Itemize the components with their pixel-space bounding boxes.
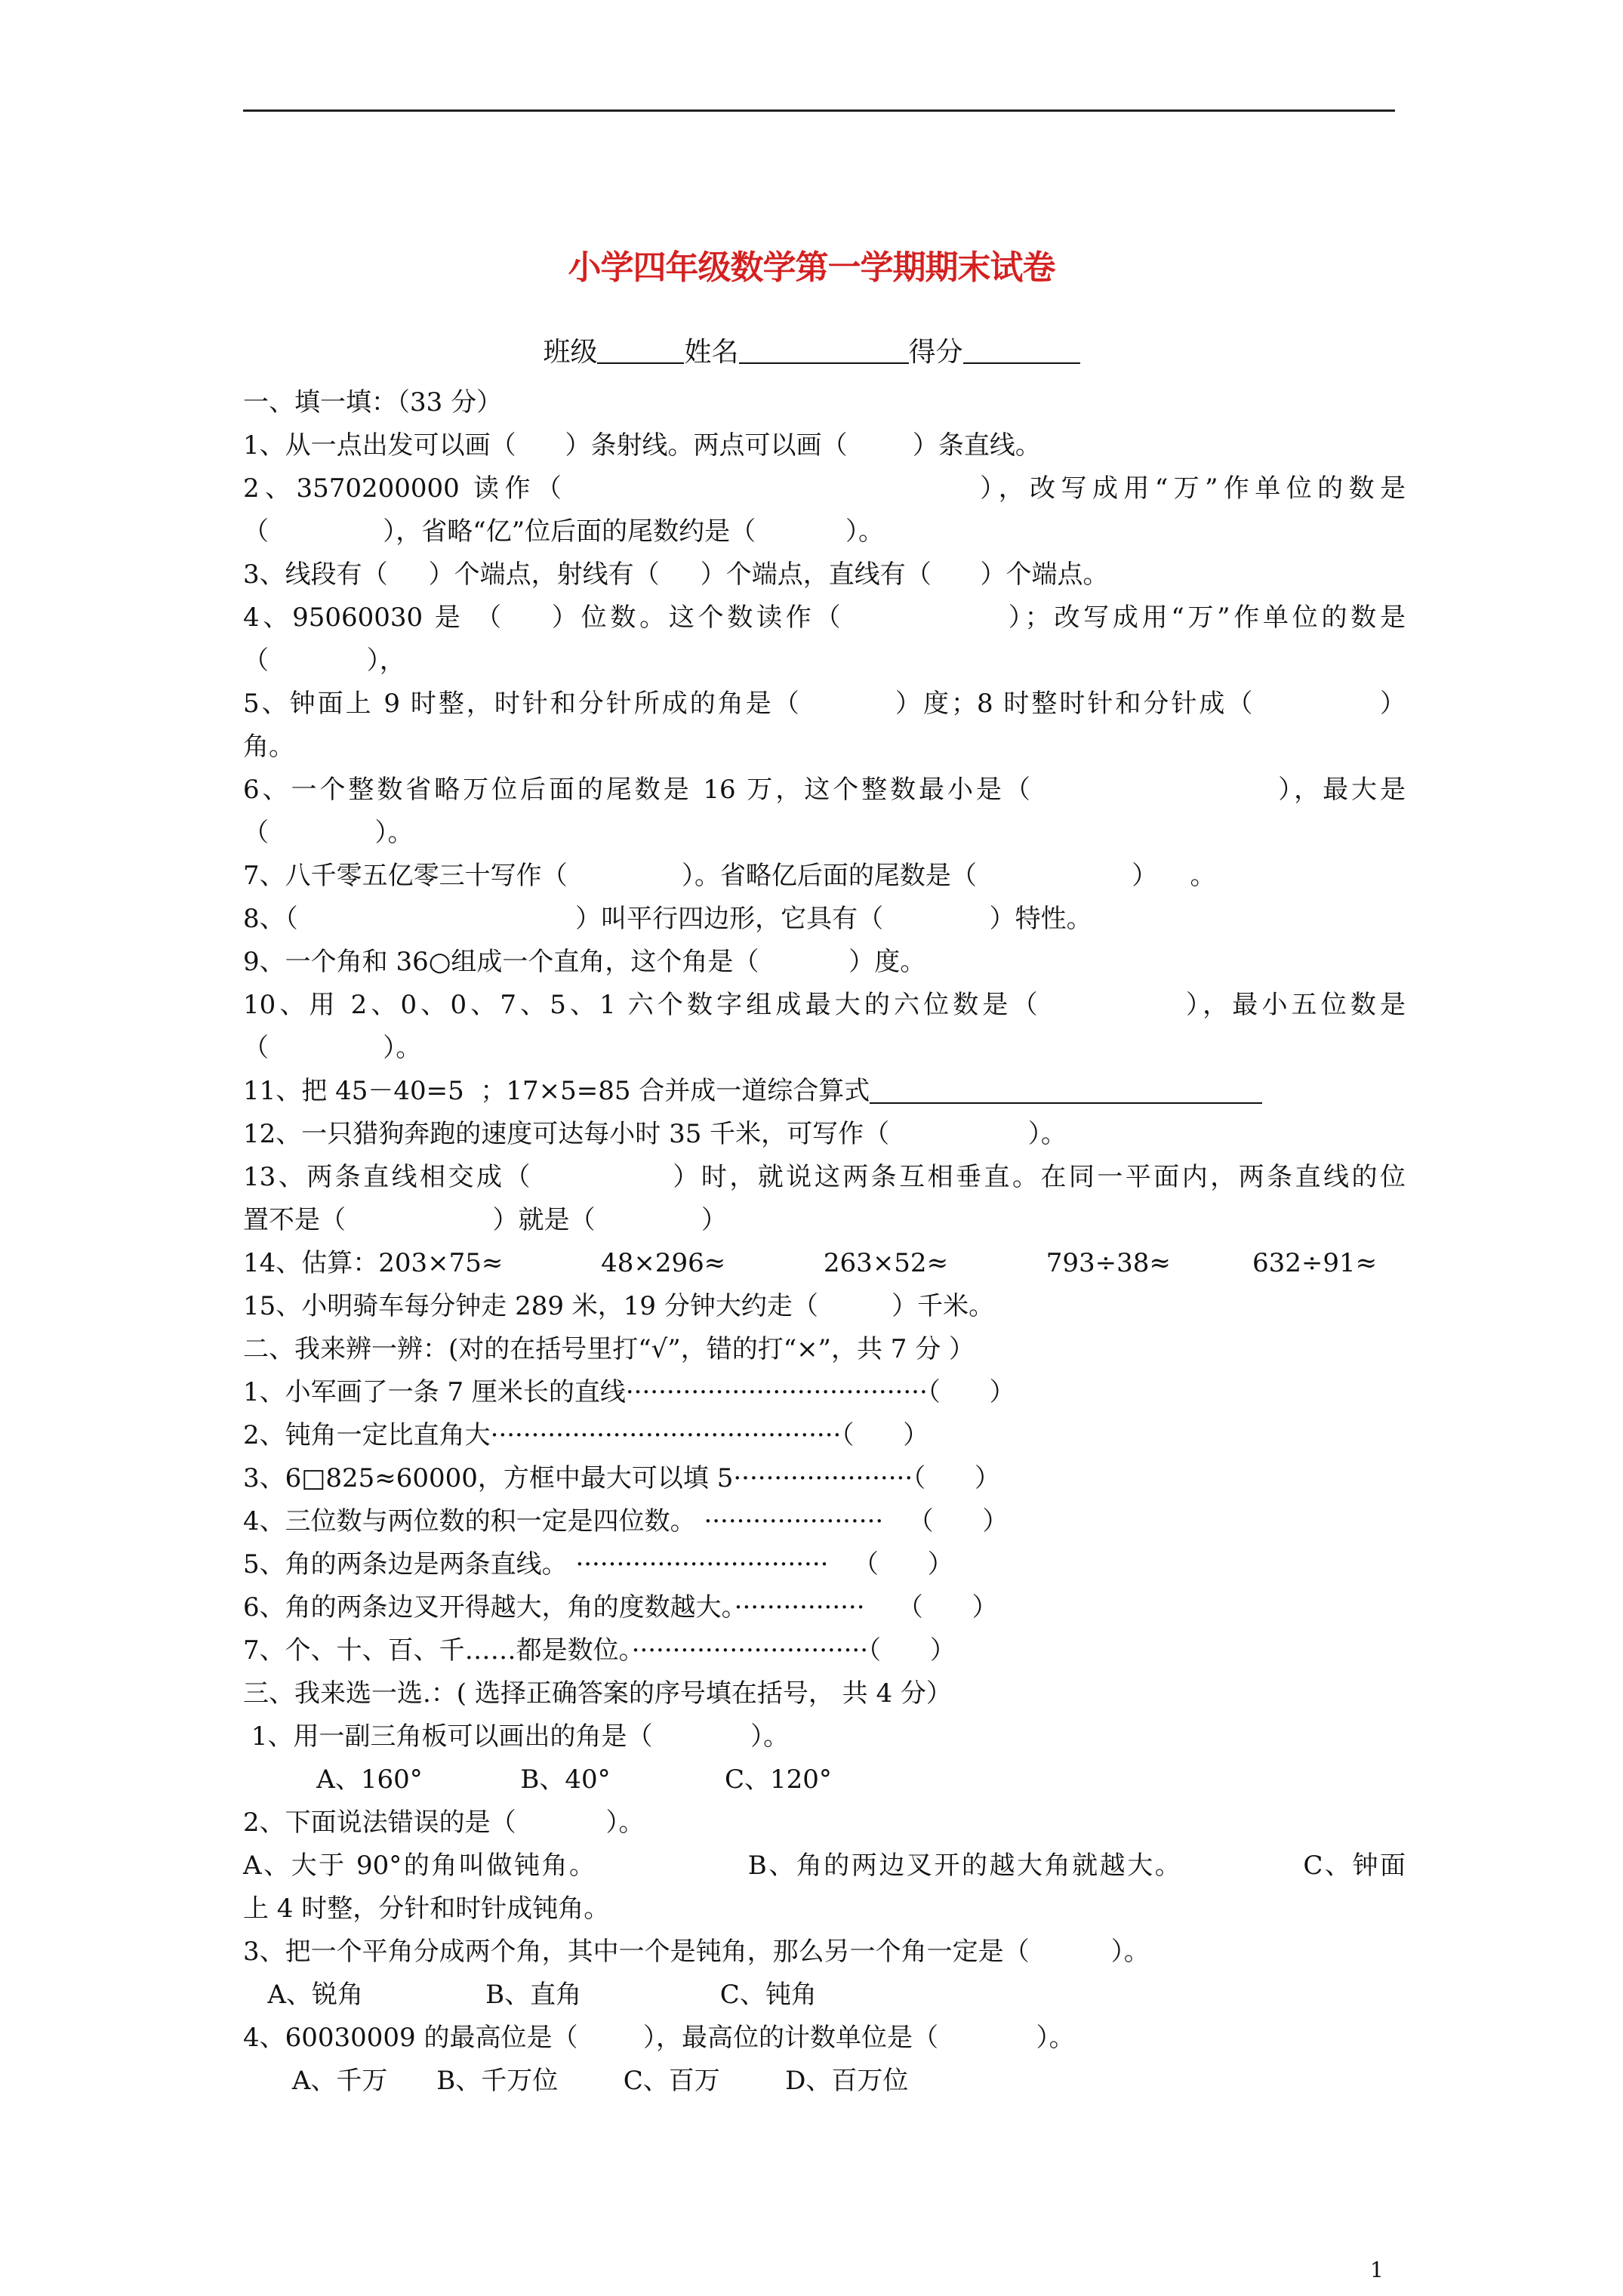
question-line: 3、线段有（ ）个端点，射线有（ ）个端点，直线有（ ）个端点。 (243, 559, 1109, 590)
question-line: （ ）。 (243, 1033, 422, 1063)
question-line: （ ）， (243, 646, 405, 676)
judge-item: 3、6□825≈60000，方框中最大可以填 5······················（ ） (243, 1463, 1000, 1493)
judge-item: 7、个、十、百、千……都是数位。·····························（ ） (243, 1635, 956, 1666)
question-text: 11、把 45－40=5 ；17×5=85 合并成一道综合算式 (243, 1076, 870, 1106)
class-blank[interactable] (597, 338, 684, 364)
choice-question: 1、用一副三角板可以画出的角是（ ）。 (243, 1721, 790, 1752)
question-line: 12、一只猎狗奔跑的速度可达每小时 35 千米，可写作（ ）。 (243, 1119, 1067, 1149)
name-blank[interactable] (739, 338, 909, 364)
judge-item: 6、角的两条边叉开得越大，角的度数越大。················ （ ） (243, 1592, 998, 1623)
score-label: 得分 (908, 337, 963, 368)
choice-options: A、大于 90°的角叫做钝角。 B、角的两边叉开的越大角就越大。 C、钟面 (243, 1851, 1406, 1881)
judge-item: 2、钝角一定比直角大···········································（ ） (243, 1420, 929, 1450)
question-line: 角。 (243, 732, 294, 762)
judge-item: 5、角的两条边是两条直线。 ······························· （ ） (243, 1549, 953, 1579)
question-line: 9、一个角和 36○组成一个直角，这个角是（ ）度。 (243, 947, 926, 977)
student-info-line (0, 331, 1623, 369)
question-line: 7、八千零五亿零三十写作（ ）。省略亿后面的尾数是（ ） 。 (243, 861, 1216, 891)
class-label: 班级 (543, 337, 598, 368)
choice-question: 4、60030009 的最高位是（ ），最高位的计数单位是（ ）。 (243, 2023, 1075, 2053)
judge-item: 1、小军画了一条 7 厘米长的直线·····································（ ） (243, 1377, 1015, 1407)
question-line: 4、95060030 是 （ ）位数。这个数读作（ ）；改写成用“万”作单位的数是 (243, 603, 1406, 633)
question-line: 15、小明骑车每分钟走 289 米，19 分钟大约走（ ）千米。 (243, 1291, 995, 1321)
choice-options: A、千万 B、千万位 C、百万 D、百万位 (243, 2066, 909, 2096)
page-title: 小学四年级数学第一学期期末试卷 (568, 248, 1055, 287)
choice-question: 2、下面说法错误的是（ ）。 (243, 1808, 645, 1838)
question-line: 2、3570200000 读作（ ），改写成用“万”作单位的数是 (243, 473, 1406, 504)
question-line-combined-expression (243, 1070, 1406, 1113)
question-line: （ ），省略“亿”位后面的尾数约是（ ）。 (243, 516, 884, 547)
question-line: 13、两条直线相交成（ ）时，就说这两条互相垂直。在同一平面内，两条直线的位 (243, 1162, 1406, 1192)
question-line: 1、从一点出发可以画（ ）条射线。两点可以画（ ）条直线。 (243, 430, 1041, 461)
choice-options: A、锐角 B、直角 C、钝角 (243, 1980, 817, 2010)
answer-blank[interactable] (870, 1080, 1262, 1104)
question-line: 10、用 2、0、0、7、5、1 六个数字组成最大的六位数是（ ），最小五位数是 (243, 990, 1406, 1020)
section-heading-judge: 二、我来辨一辨：(对的在括号里打“√”，错的打“×”，共 7 分 ） (243, 1334, 975, 1364)
section-heading-fill: 一、填一填：（33 分） (243, 387, 503, 418)
score-blank[interactable] (963, 338, 1080, 364)
question-line: 8、（ ）叫平行四边形，它具有（ ）特性。 (243, 904, 1092, 934)
choice-options: 上 4 时整，分针和时针成钝角。 (243, 1894, 610, 1924)
exam-content (243, 381, 1406, 2103)
name-label: 姓名 (684, 337, 739, 368)
header-rule (243, 109, 1395, 112)
choice-options: A、160° B、40° C、120° (243, 1764, 832, 1795)
question-line: （ ）。 (243, 818, 414, 848)
question-line-estimation: 14、估算：203×75≈ 48×296≈ 263×52≈ 793÷38≈ 632÷91≈ (243, 1248, 1378, 1278)
judge-item: 4、三位数与两位数的积一定是四位数。 ······················ （ ） (243, 1506, 1009, 1536)
choice-question: 3、把一个平角分成两个角，其中一个是钝角，那么另一个角一定是（ ）。 (243, 1937, 1150, 1967)
question-line: 6、一个整数省略万位后面的尾数是 16 万，这个整数最小是（ ），最大是 (243, 775, 1406, 805)
question-line: 置不是（ ）就是（ ） (243, 1205, 728, 1235)
section-heading-choice: 三、我来选一选.：( 选择正确答案的序号填在括号， 共 4 分） (243, 1678, 952, 1709)
page-number: 1 (1370, 2257, 1384, 2282)
question-line: 5、钟面上 9 时整，时针和分针所成的角是（ ）度；8 时整时针和分针成（ ） (243, 689, 1406, 719)
